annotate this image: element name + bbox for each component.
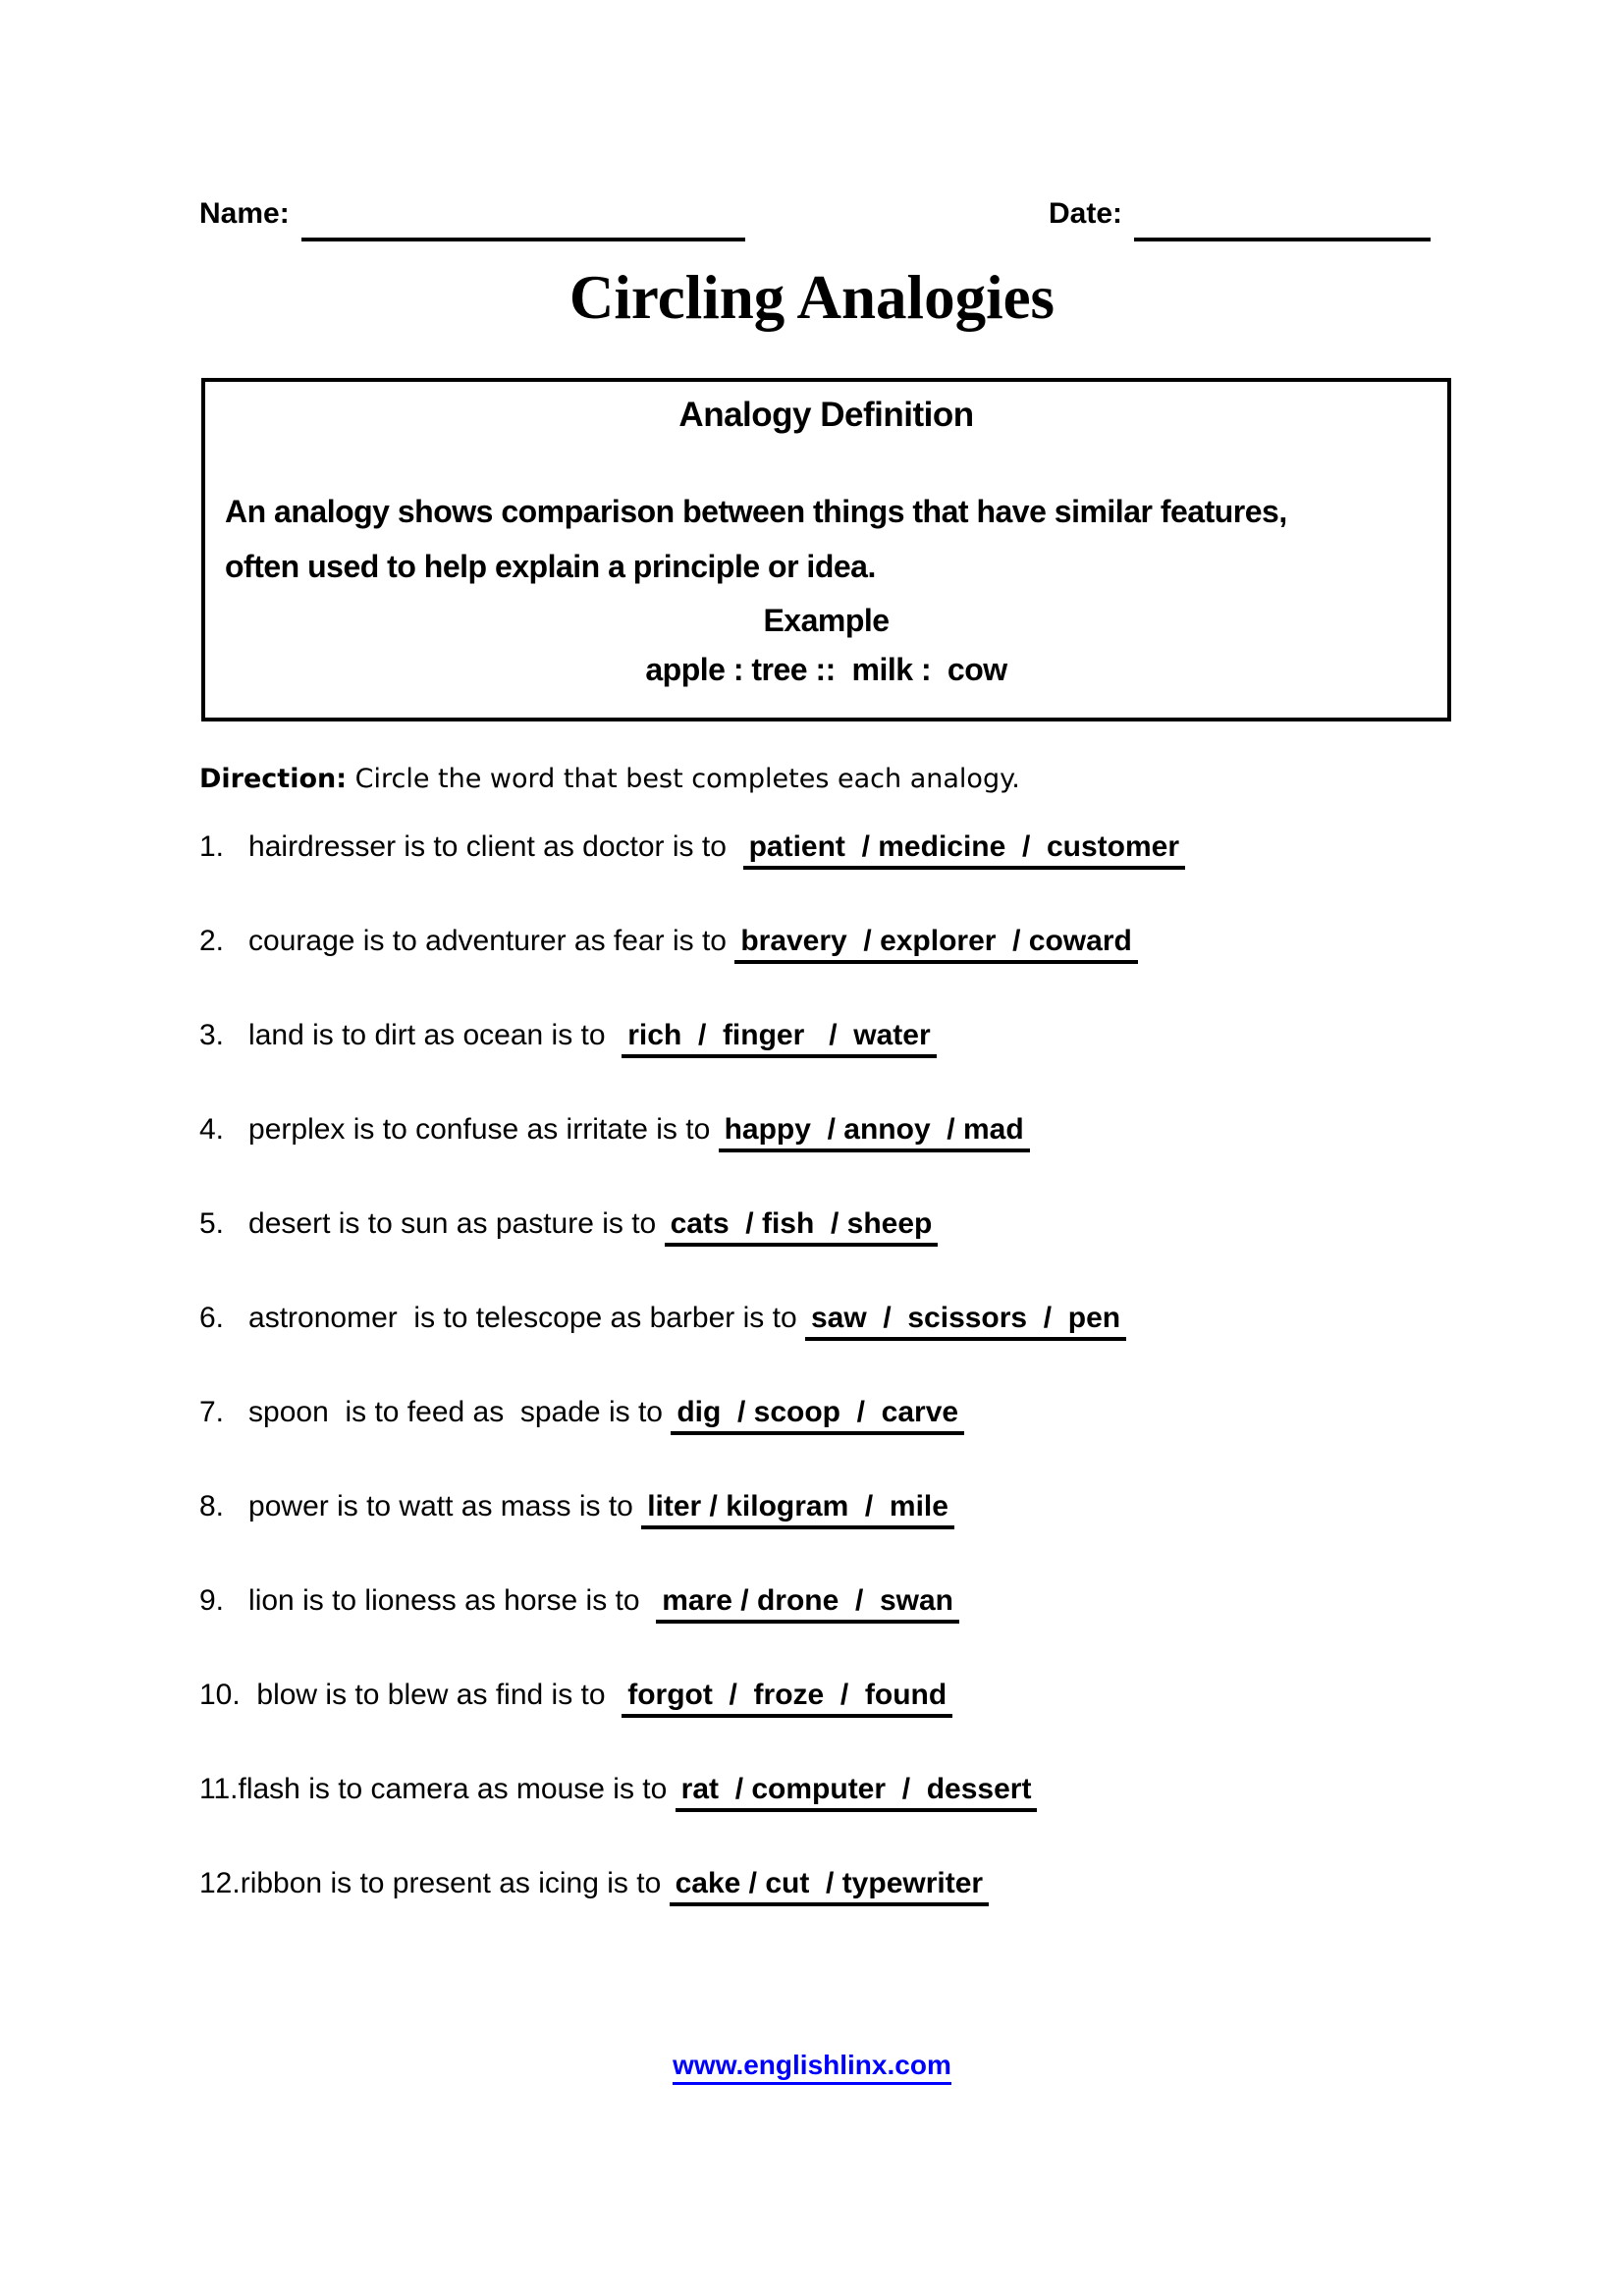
item-choices[interactable]: patient / medicine / customer <box>743 830 1185 870</box>
item-stem: spoon is to feed as spade is to <box>224 1396 672 1428</box>
item-stem: perplex is to confuse as irritate is to <box>224 1113 719 1146</box>
item-stem: ribbon is to present as icing is to <box>240 1867 670 1899</box>
item-number: 10. <box>199 1679 241 1711</box>
name-blank-line[interactable] <box>301 208 745 241</box>
item-stem: land is to dirt as ocean is to <box>224 1019 623 1051</box>
item-choices[interactable]: cats / fish / sheep <box>665 1207 939 1247</box>
analogy-item-3 <box>199 1018 1185 1052</box>
item-stem: desert is to sun as pasture is to <box>224 1207 665 1240</box>
item-number: 4. <box>199 1113 225 1146</box>
footer <box>0 2050 1624 2085</box>
analogy-item-12 <box>199 1866 1185 1900</box>
analogy-item-1 <box>199 829 1185 864</box>
direction-label: Direction: <box>199 764 348 794</box>
example-label: Example <box>763 603 890 638</box>
item-stem: flash is to camera as mouse is to <box>238 1773 676 1805</box>
footer-link[interactable]: www.englishlinx.com <box>673 2050 951 2085</box>
analogy-items <box>199 829 1185 1960</box>
item-choices[interactable]: happy / annoy / mad <box>719 1113 1030 1152</box>
item-choices[interactable]: bravery / explorer / coward <box>734 925 1138 964</box>
item-number: 8. <box>199 1490 225 1522</box>
item-choices[interactable]: cake / cut / typewriter <box>670 1867 989 1906</box>
date-label: Date: <box>1049 197 1123 230</box>
item-choices[interactable]: rat / computer / dessert <box>676 1773 1038 1812</box>
item-number: 7. <box>199 1396 225 1428</box>
example-text: apple : tree :: milk : cow <box>645 652 1007 687</box>
item-choices[interactable]: liter / kilogram / mile <box>641 1490 954 1529</box>
item-stem: power is to watt as mass is to <box>224 1490 642 1522</box>
item-number: 2. <box>199 925 225 957</box>
analogy-item-10 <box>199 1678 1185 1712</box>
item-number: 5. <box>199 1207 225 1240</box>
analogy-item-5 <box>199 1206 1185 1241</box>
analogy-item-2 <box>199 924 1185 958</box>
direction-line <box>199 762 1020 797</box>
item-number: 1. <box>199 830 225 863</box>
definition-box <box>201 378 1451 721</box>
item-choices[interactable]: forgot / froze / found <box>622 1679 952 1718</box>
name-field-row <box>199 194 745 234</box>
item-choices[interactable]: saw / scissors / pen <box>805 1302 1126 1341</box>
item-number: 12. <box>199 1867 241 1899</box>
analogy-item-4 <box>199 1112 1185 1147</box>
analogy-item-9 <box>199 1583 1185 1618</box>
item-number: 9. <box>199 1584 225 1617</box>
item-stem: lion is to lioness as horse is to <box>224 1584 657 1617</box>
definition-body-line1: An analogy shows comparison between things that have similar features, <box>225 494 1287 529</box>
date-field-row <box>1049 194 1431 234</box>
page-title: Circling Analogies <box>568 263 1056 332</box>
item-choices[interactable]: dig / scoop / carve <box>671 1396 964 1435</box>
item-choices[interactable]: rich / finger / water <box>622 1019 936 1058</box>
date-blank-line[interactable] <box>1134 208 1431 241</box>
item-number: 3. <box>199 1019 225 1051</box>
analogy-item-6 <box>199 1301 1185 1335</box>
name-label: Name: <box>199 197 290 230</box>
item-stem: astronomer is to telescope as barber is to <box>224 1302 805 1334</box>
analogy-item-8 <box>199 1489 1185 1523</box>
item-stem: courage is to adventurer as fear is to <box>224 925 735 957</box>
definition-heading: Analogy Definition <box>678 396 974 434</box>
analogy-item-7 <box>199 1395 1185 1429</box>
item-number: 11. <box>199 1773 239 1805</box>
definition-body-line2: often used to help explain a principle or idea. <box>225 549 876 584</box>
item-number: 6. <box>199 1302 225 1334</box>
item-stem: blow is to blew as find is to <box>240 1679 623 1711</box>
direction-text: Circle the word that best completes each analogy. <box>347 764 1020 794</box>
item-stem: hairdresser is to client as doctor is to <box>224 830 743 863</box>
item-choices[interactable]: mare / drone / swan <box>656 1584 959 1624</box>
analogy-item-11 <box>199 1772 1185 1806</box>
